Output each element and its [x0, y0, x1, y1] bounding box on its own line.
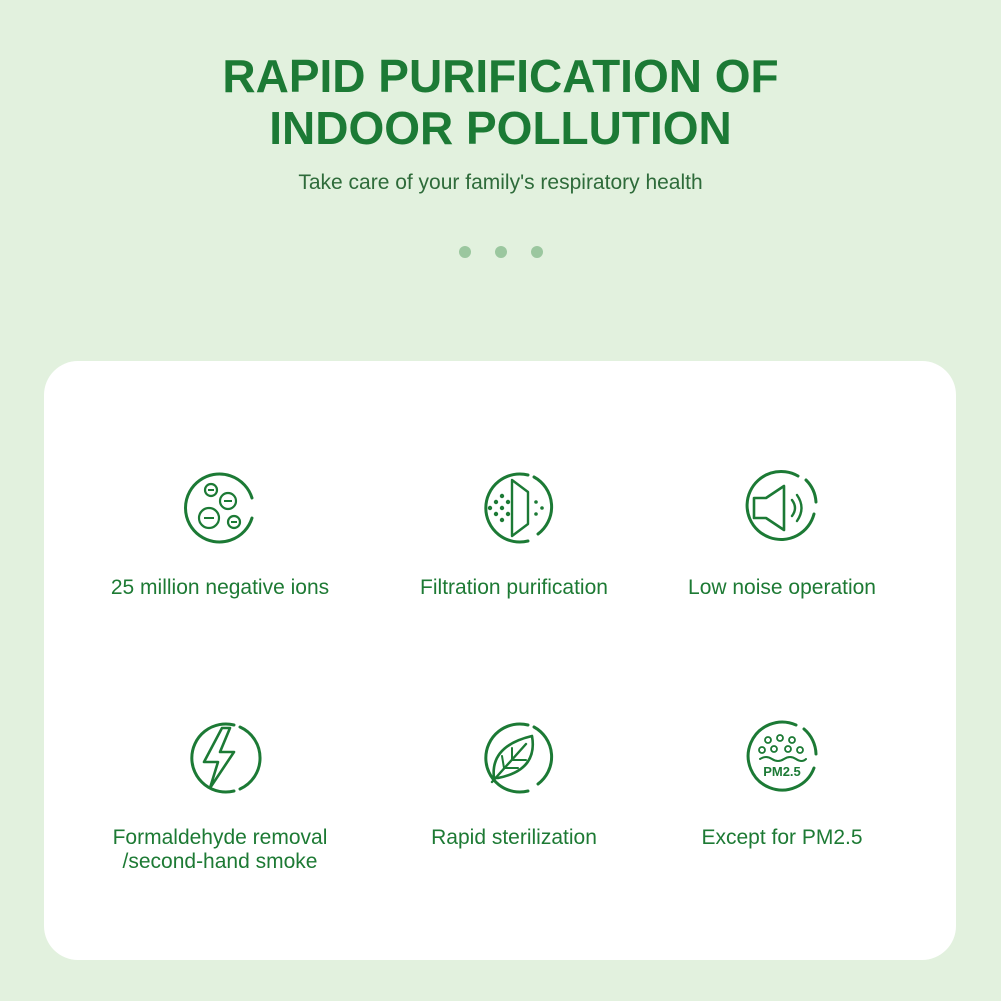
feature-formaldehyde [70, 712, 370, 874]
title-line-2: INDOOR POLLUTION [269, 102, 732, 154]
filtration-icon [468, 462, 560, 554]
feature-label: Except for PM2.5 [701, 826, 863, 849]
page-subtitle: Take care of your family's respiratory health [298, 171, 703, 194]
leaf-icon [468, 712, 560, 804]
carousel-dot [459, 246, 471, 258]
feature-pm25 [632, 712, 932, 850]
feature-filtration [364, 462, 664, 600]
pm25-icon-text: PM2.5 [763, 764, 801, 779]
feature-sterilization [364, 712, 664, 850]
title-line-1: RAPID PURIFICATION OF [222, 50, 779, 102]
feature-low-noise [632, 462, 932, 600]
feature-label: Rapid sterilization [431, 826, 597, 849]
feature-label: Low noise operation [688, 576, 876, 599]
speaker-icon [736, 462, 828, 554]
carousel-dot [495, 246, 507, 258]
pm25-icon [736, 712, 828, 804]
carousel-dot [531, 246, 543, 258]
feature-label: 25 million negative ions [110, 576, 330, 599]
negative-ions-icon [174, 462, 266, 554]
hero-header [0, 50, 1001, 196]
feature-label [70, 826, 370, 874]
feature-negative-ions [70, 462, 370, 600]
feature-label-line-1: Formaldehyde removal [112, 826, 328, 849]
features-card [44, 361, 956, 960]
lightning-icon [174, 712, 266, 804]
page-title [0, 50, 1001, 154]
carousel-dots [0, 246, 1001, 258]
feature-label-line-2: /second-hand smoke [122, 850, 318, 873]
feature-label: Filtration purification [420, 576, 608, 599]
